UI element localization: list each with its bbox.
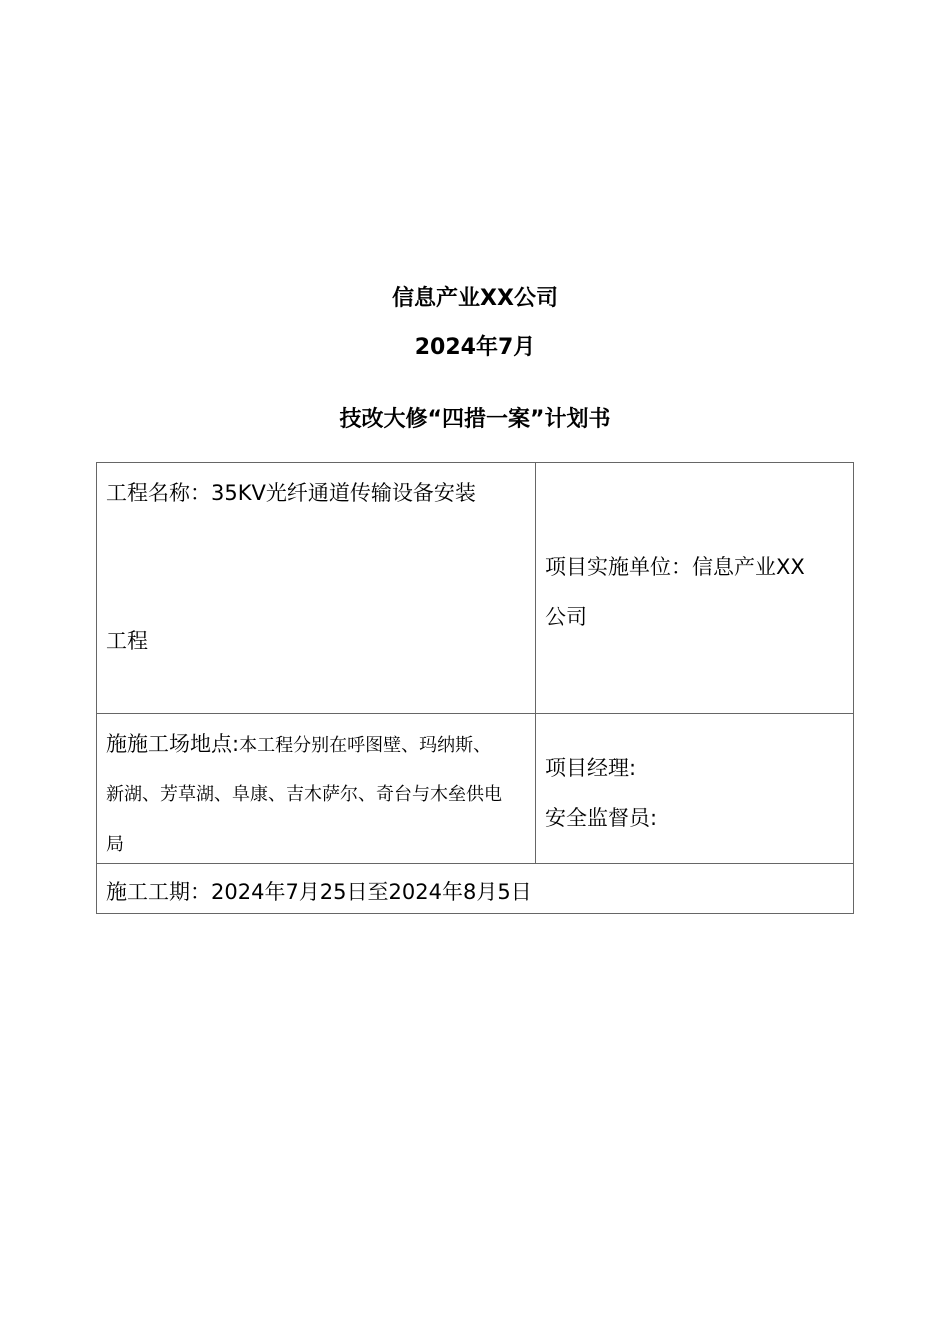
company-title: 信息产业XX公司 <box>392 286 558 311</box>
site-line2: 新湖、芳草湖、阜康、吉木萨尔、奇台与木垒供电 <box>106 784 502 805</box>
site-line3: 局 <box>106 834 124 855</box>
project-info-table <box>96 462 854 914</box>
construction-period-cell <box>97 864 854 914</box>
implementing-unit-cell <box>536 463 854 714</box>
construction-site-cell <box>97 714 536 864</box>
unit-line1: 项目实施单位：信息产业XX <box>545 555 805 579</box>
date-title: 2024年7月 <box>414 335 536 360</box>
personnel-cell <box>536 714 854 864</box>
document-title: 技改大修“四措一案”计划书 <box>339 407 611 432</box>
project-manager-label: 项目经理: <box>545 756 637 780</box>
project-name-cell <box>97 463 536 714</box>
site-line1: 本工程分别在呼图壁、玛纳斯、 <box>239 735 492 756</box>
unit-line2: 公司 <box>545 605 587 629</box>
project-name-line1: 工程名称：35KV光纤通道传输设备安装 <box>106 481 476 505</box>
safety-supervisor-label: 安全监督员: <box>545 806 658 830</box>
construction-period: 施工工期：2024年7月25日至2024年8月5日 <box>106 880 532 904</box>
site-label: 施施工场地点: <box>106 732 240 756</box>
project-name-line2: 工程 <box>106 629 148 653</box>
